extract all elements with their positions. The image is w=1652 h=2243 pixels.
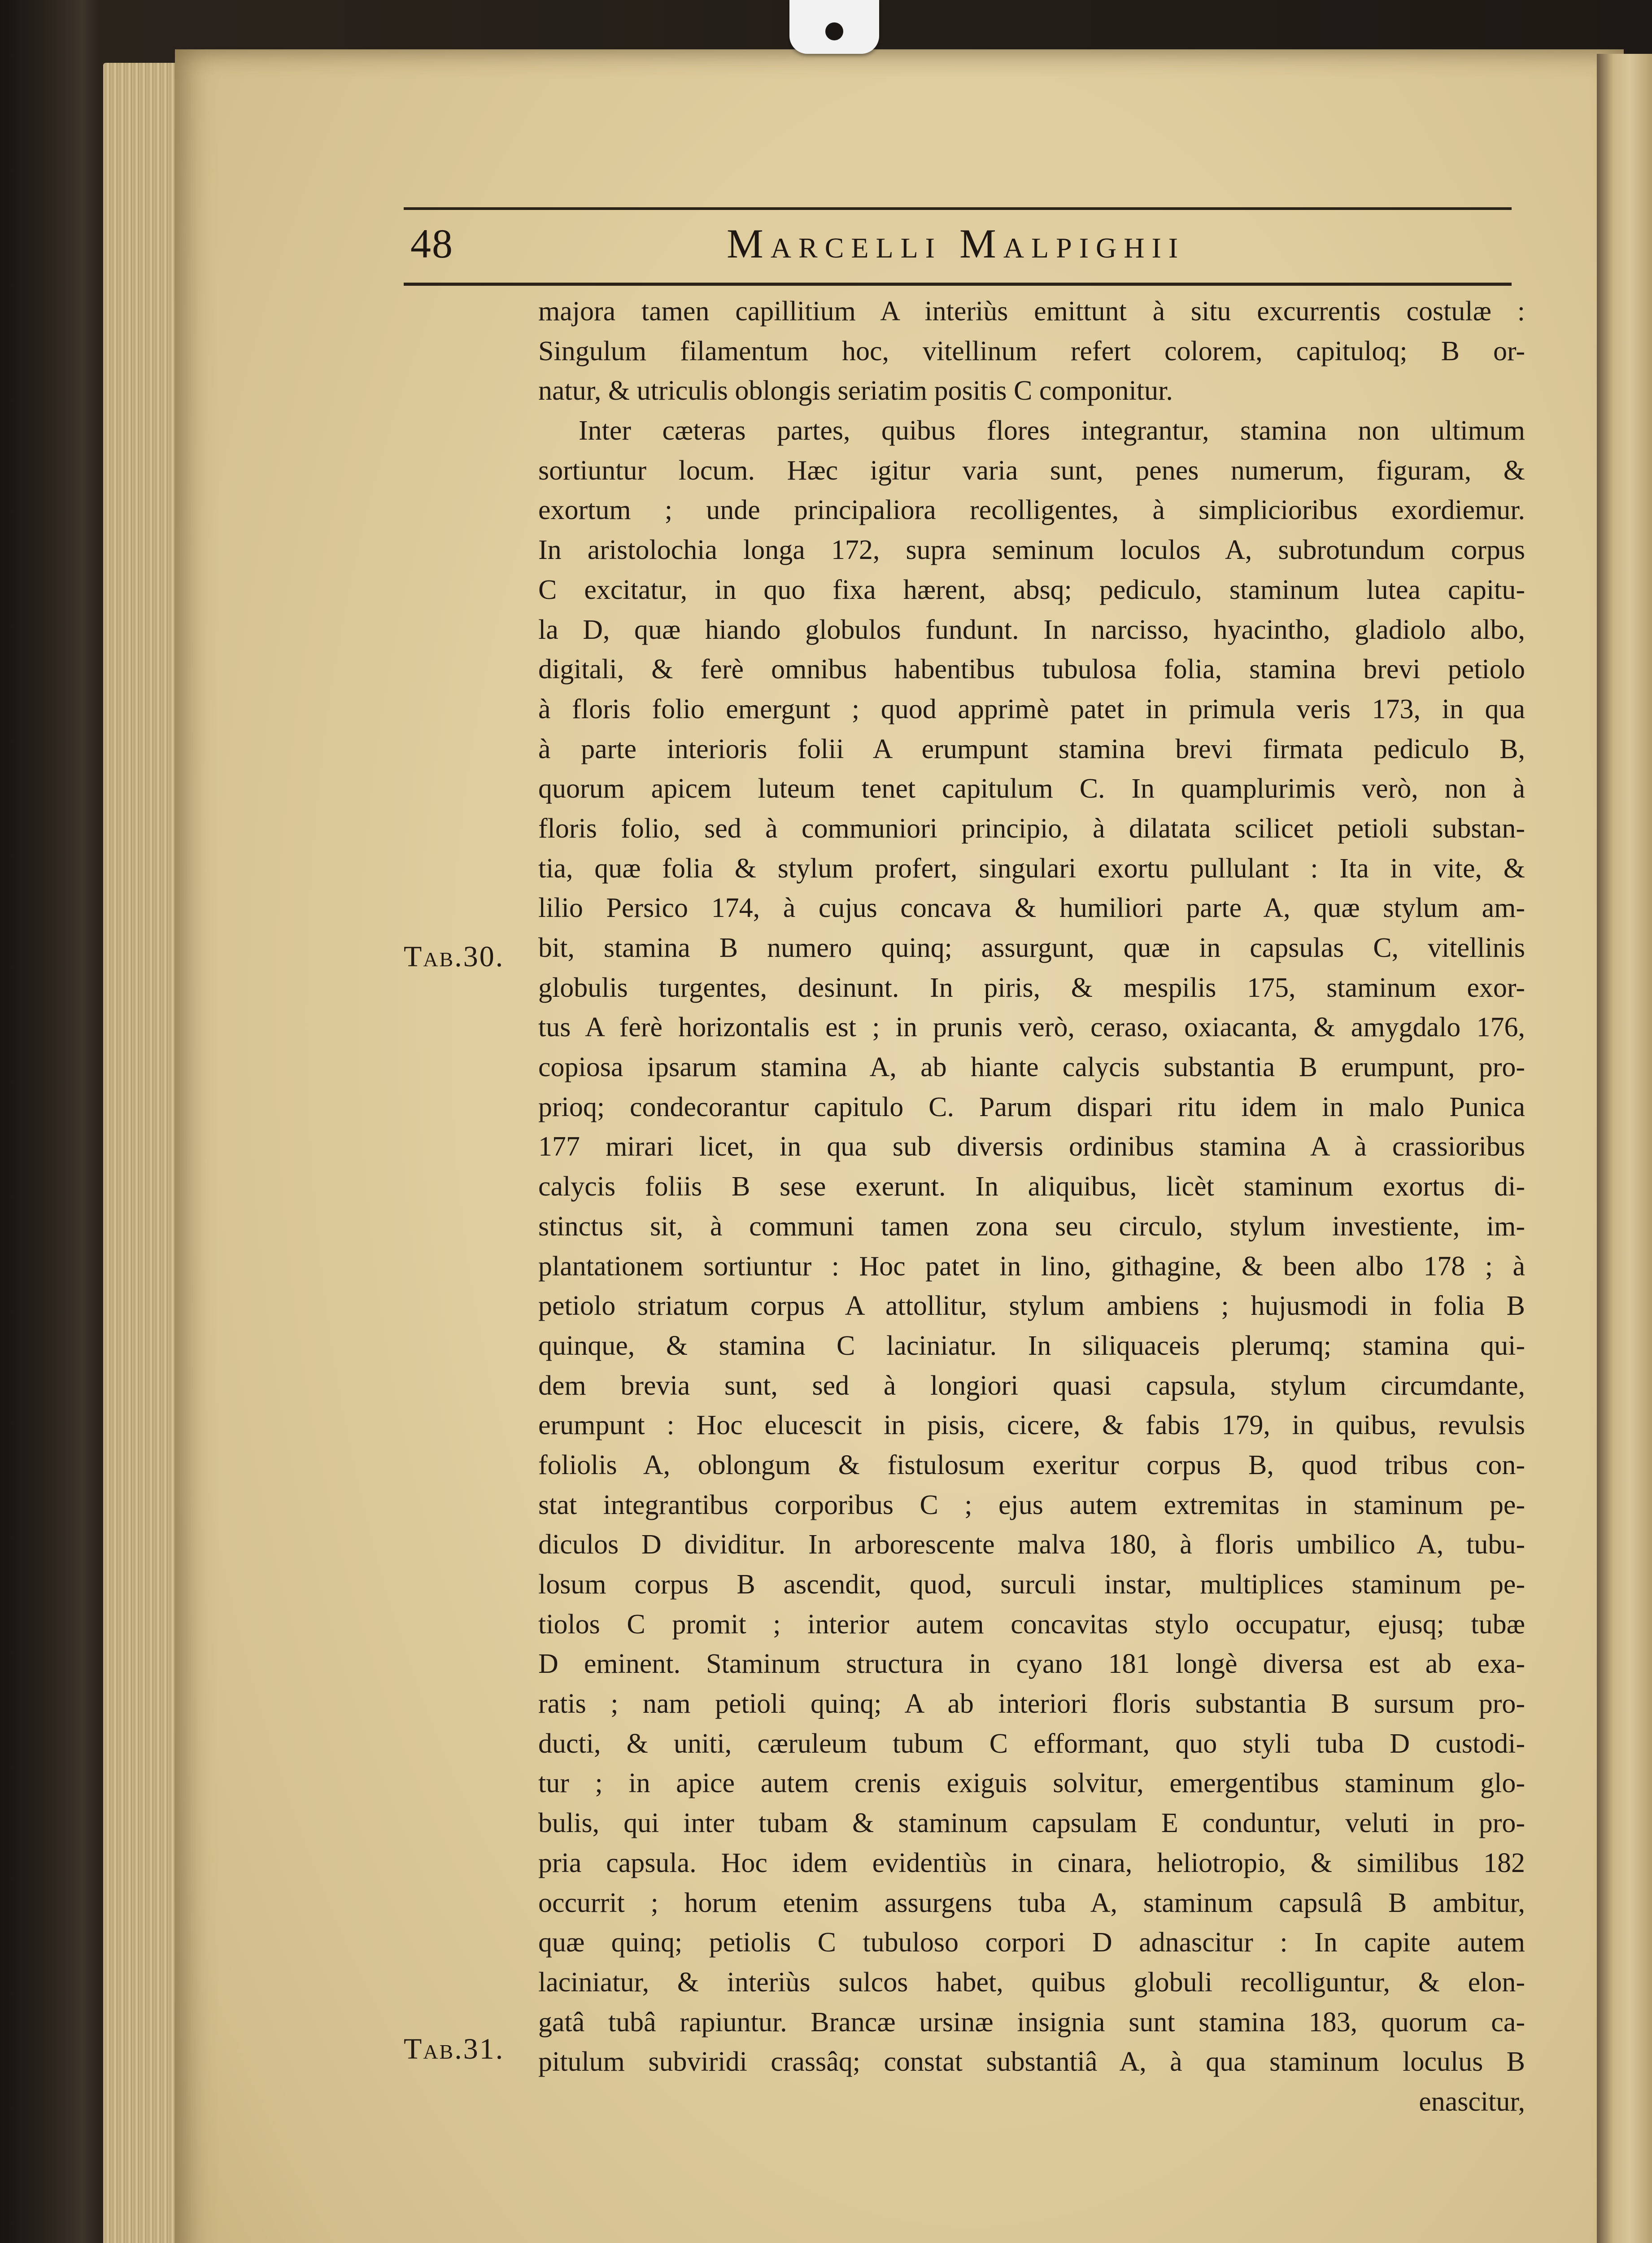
clip-hole [825,22,843,40]
text-line: dem brevia sunt, sed à longiori quasi capsula, stylum circumdante, [538,1370,1525,1401]
header-rule-bottom [404,283,1512,286]
text-line: quæ quinq; petiolis C tubuloso corpori D adnascitur : In capite autem [538,1927,1525,1958]
book-page-edges [103,63,179,2243]
header-rule-top [404,207,1512,210]
text-line: occurrit ; horum etenim assurgens tuba A, staminum capsulâ B ambitur, [538,1887,1525,1918]
text-line: digitali, & ferè omnibus habentibus tubulosa folia, stamina brevi petiolo [538,654,1525,685]
facing-page-strip [1597,54,1652,2243]
text-line: prioq; condecorantur capitulo C. Parum dispari ritu idem in malo Punica [538,1091,1525,1122]
text-line: tus A ferè horizontalis est ; in prunis verò, ceraso, oxiacanta, & amygdalo 176, [538,1012,1525,1043]
catchword: enascitur, [1419,2086,1525,2117]
text-line: pria capsula. Hoc idem evidentiùs in cinara, heliotropio, & similibus 182 [538,1847,1525,1878]
text-line: à floris folio emergunt ; quod apprimè patet in primula veris 173, in qua [538,694,1525,724]
text-line: bit, stamina B numero quinq; assurgunt, quæ in capsulas C, vitellinis [538,933,1525,963]
text-line: D eminent. Staminum structura in cyano 181 longè diversa est ab exa- [538,1649,1525,1680]
body-text [538,292,1525,2122]
text-line: la D, quæ hiando globulos fundunt. In narcisso, hyacintho, gladiolo albo, [538,614,1525,645]
text-line: petiolo striatum corpus A attollitur, stylum ambiens ; hujusmodi in folia B [538,1291,1525,1322]
text-line: stat integrantibus corporibus C ; ejus autem extremitas in staminum pe- [538,1489,1525,1520]
text-line: stinctus sit, à communi tamen zona seu circulo, stylum investiente, im- [538,1211,1525,1242]
text-line: tiolos C promit ; interior autem concavitas stylo occupatur, ejusq; tubæ [538,1609,1525,1640]
text-line: floris folio, sed à communiori principio, à dilatata scilicet petioli substan- [538,813,1525,844]
text-line: C excitatur, in quo fixa hærent, absq; pediculo, staminum lutea capitu- [538,574,1525,605]
text-line: natur, & utriculis oblongis seriatim positis C componitur. [538,375,1173,406]
text-line: globulis turgentes, desinunt. In piris, & mespilis 175, staminum exor- [538,972,1525,1003]
text-line: erumpunt : Hoc elucescit in pisis, cicere, & fabis 179, in quibus, revulsis [538,1410,1525,1441]
text-line: Singulum filamentum hoc, vitellinum refert colorem, capituloq; B or- [538,336,1525,367]
text-line: quorum apicem luteum tenet capitulum C. In quamplurimis verò, non à [538,773,1525,804]
text-line: plantationem sortiuntur : Hoc patet in lino, githagine, & been albo 178 ; à [538,1251,1525,1282]
text-line: In aristolochia longa 172, supra seminum loculos A, subrotundum corpus [538,535,1525,566]
text-line: ratis ; nam petioli quinq; A ab interiori floris substantia B sursum pro- [538,1689,1525,1719]
text-line: pitulum subviridi crassâq; constat substantiâ A, à qua staminum loculus B [538,2047,1525,2077]
text-line: tia, quæ folia & stylum profert, singulari exortu pullulant : Ita in vite, & [538,853,1525,884]
text-line: quinque, & stamina C laciniatur. In siliquaceis plerumq; stamina qui- [538,1330,1525,1361]
text-line: bulis, qui inter tubam & staminum capsulam E conduntur, veluti in pro- [538,1808,1525,1839]
text-line: exortum ; unde principaliora recolligentes, à simplicioribus exordiemur. [538,495,1525,526]
text-line: ducti, & uniti, cæruleum tubum C efformant, quo styli tuba D custodi- [538,1728,1525,1759]
text-line: 177 mirari licet, in qua sub diversis ordinibus stamina A à crassioribus [538,1131,1525,1162]
text-line: copiosa ipsarum stamina A, ab hiante calycis substantia B erumpunt, pro- [538,1052,1525,1083]
text-line: diculos D dividitur. In arborescente malva 180, à floris umbilico A, tubu- [538,1529,1525,1560]
running-head: Marcelli Malpighii [727,221,1186,266]
text-line: à parte interioris folii A erumpunt stamina brevi firmata pediculo B, [538,733,1525,764]
text-line: lilio Persico 174, à cujus concava & humiliori parte A, quæ stylum am- [538,893,1525,924]
text-line: gatâ tubâ rapiuntur. Brancæ ursinæ insignia sunt stamina 183, quorum ca- [538,2007,1525,2038]
text-line: Inter cæteras partes, quibus flores integrantur, stamina non ultimum [579,415,1525,446]
binder-clip-icon [789,0,879,54]
text-line: laciniatur, & interiùs sulcos habet, quibus globuli recolliguntur, & elon- [538,1967,1525,1998]
text-line: calycis foliis B sese exerunt. In aliquibus, licèt staminum exortus di- [538,1171,1525,1202]
text-line: foliolis A, oblongum & fistulosum exeritur corpus B, quod tribus con- [538,1449,1525,1480]
margin-note-tab-30: Tab.30. [404,940,505,973]
text-line: tur ; in apice autem crenis exiguis solvitur, emergentibus staminum glo- [538,1768,1525,1799]
text-line: sortiuntur locum. Hæc igitur varia sunt, penes numerum, figuram, & [538,455,1525,486]
text-line: majora tamen capillitium A interiùs emittunt à situ excurrentis costulæ : [538,296,1525,327]
text-line: losum corpus B ascendit, quod, surculi instar, multiplices staminum pe- [538,1569,1525,1600]
margin-note-tab-31: Tab.31. [404,2033,505,2065]
page-number: 48 [410,221,453,266]
